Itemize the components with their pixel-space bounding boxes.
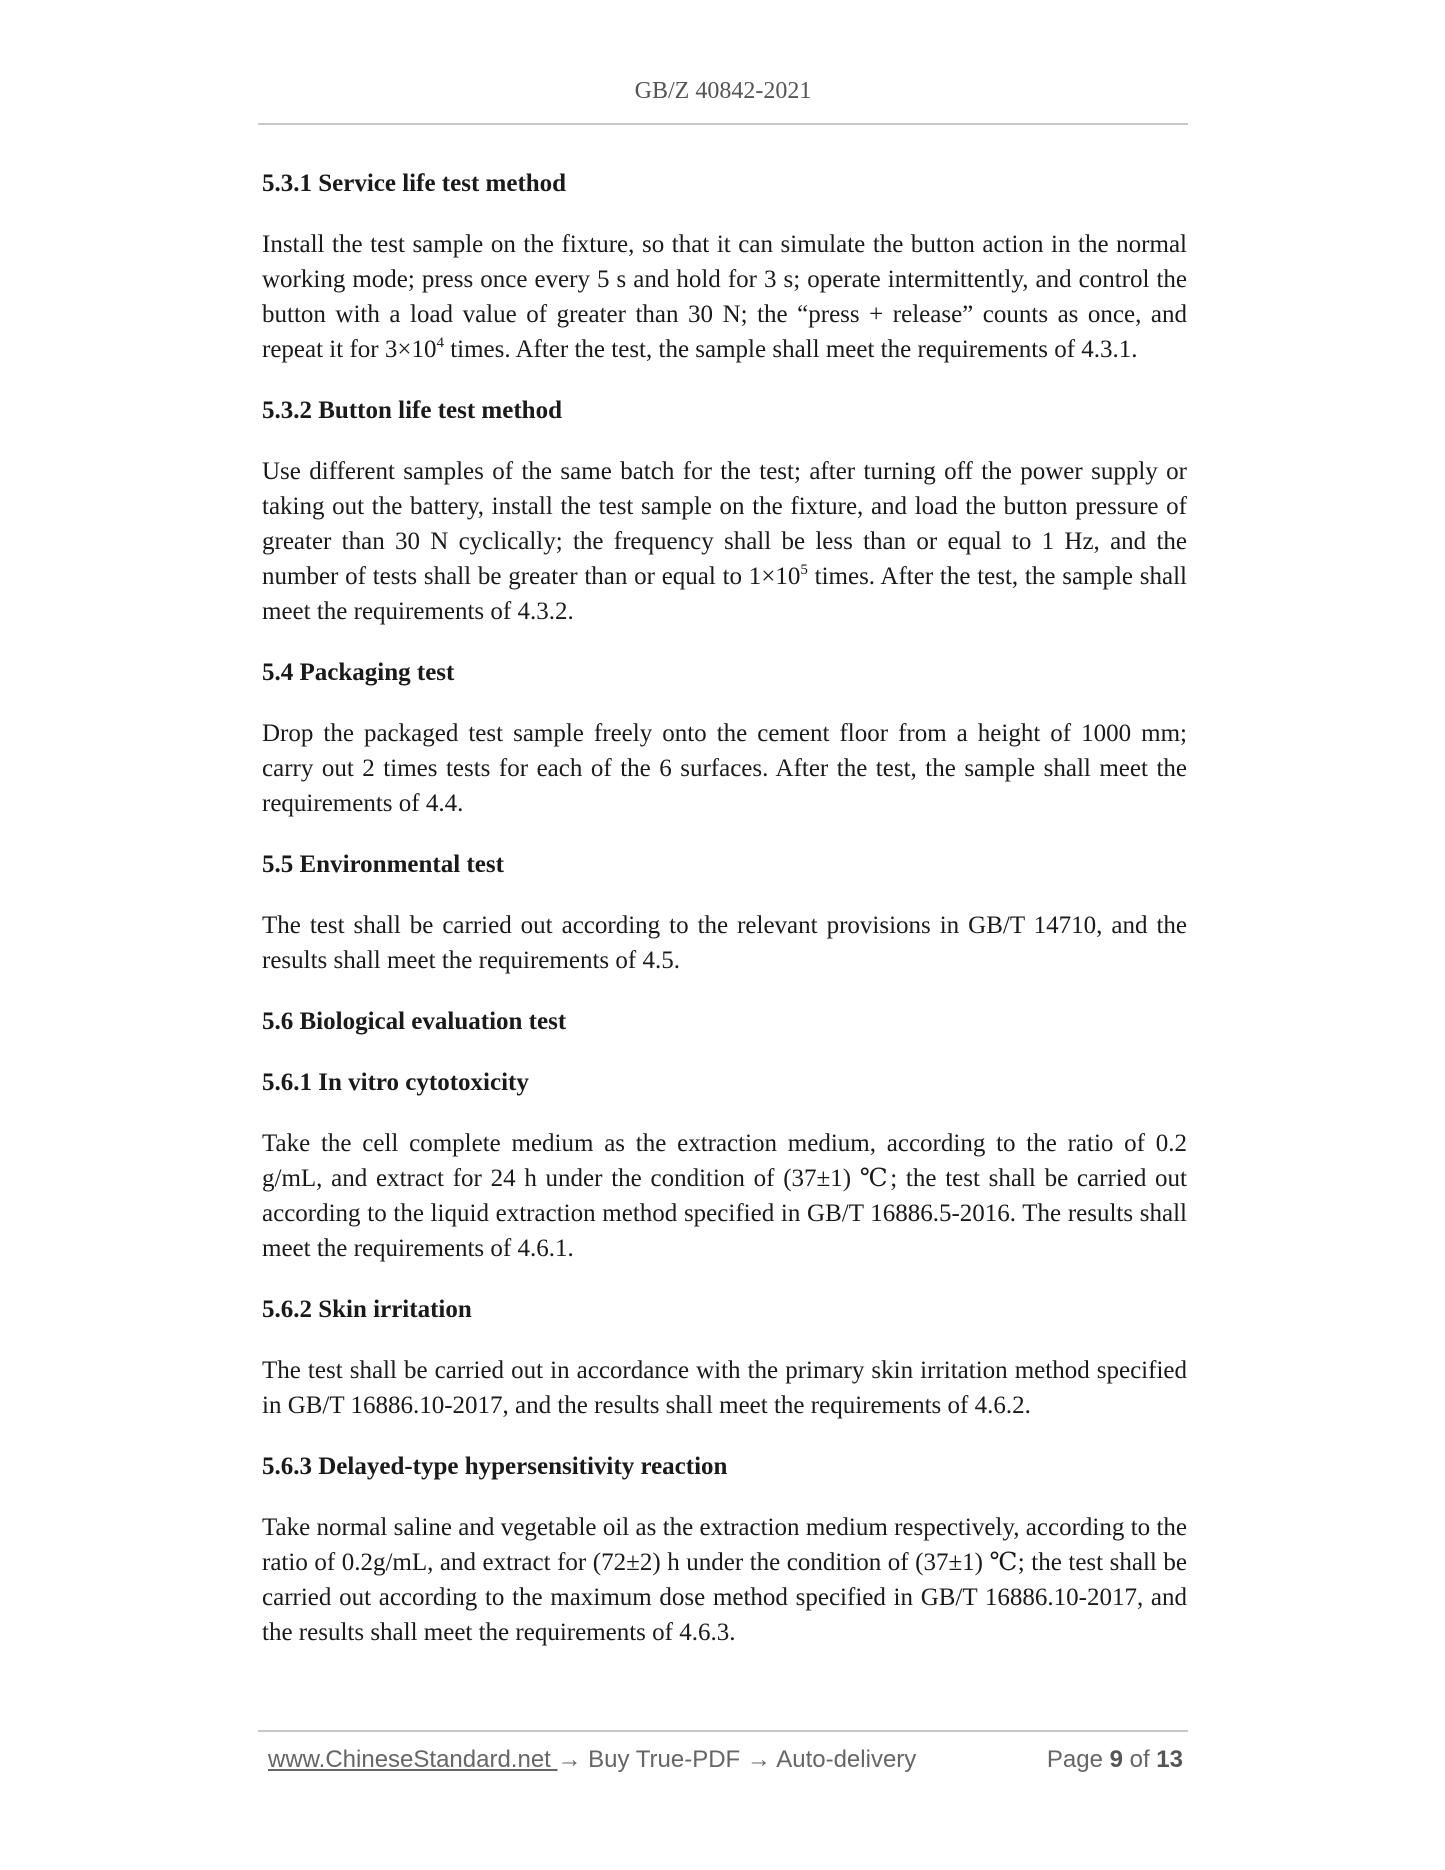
page-current: 9 [1109,1746,1123,1773]
heading-5-6-2: 5.6.2 Skin irritation [262,1296,472,1323]
heading-5-3-2: 5.3.2 Button life test method [262,397,562,424]
footer-tagline: → Buy True-PDF → Auto-delivery [557,1746,917,1773]
heading-5-6-3: 5.6.3 Delayed-type hypersensitivity reaction [262,1453,728,1480]
paragraph-5-3-1 [262,227,1187,367]
paragraph-5-3-2 [262,454,1187,629]
page-footer [268,1746,1183,1774]
page-of-label: of [1122,1746,1157,1773]
footer-divider [258,1730,1188,1732]
header-divider [258,123,1188,125]
heading-5-6: 5.6 Biological evaluation test [262,1008,567,1035]
paragraph-5-3-2-text-a: Use different samples of the same batch for the test; after turning off the power supply or taking out the battery, install the test sample on the fixture, and load the button pressure of greater than 30 N cyclically; the frequency shall be less than or equal to 1 Hz, and the number of tests shall be greater than or equal to 1×10 [262,458,1187,590]
paragraph-5-3-2-text-b: times. After the test, the sample shall meet the requirements of 4.3.2. [262,563,1187,625]
superscript-exponent: 5 [800,562,808,578]
paragraph-5-6-3: Take normal saline and vegetable oil as the extraction medium respectively, according to the ratio of 0.2g/mL, and extract for (72±2) h under the condition of (37±1) ℃; the test shall be carried out according to the maximum dose method specified in GB/T 16886.10-2017, and the results shall meet the requirements of 4.6.3. [262,1514,1187,1646]
paragraph-5-4: Drop the packaged test sample freely onto the cement floor from a height of 1000 mm; carry out 2 times tests for each of the 6 surfaces. After the test, the sample shall meet the requirements of 4.4. [262,720,1187,817]
page-label: Page [1046,1746,1110,1773]
heading-5-4: 5.4 Packaging test [262,659,455,686]
paragraph-5-6-1: Take the cell complete medium as the extraction medium, according to the ratio of 0.2 g/mL, and extract for 24 h under the condition of (37±1) ℃; the test shall be carried out according to the liquid extraction method specified in GB/T 16886.5-2016. The results shall meet the requirements of 4.6.1. [262,1130,1187,1262]
heading-5-6-1: 5.6.1 In vitro cytotoxicity [262,1069,529,1096]
page-total: 13 [1156,1746,1183,1773]
document-body [262,166,1187,1676]
heading-5-5: 5.5 Environmental test [262,851,504,878]
superscript-exponent: 4 [436,335,444,351]
paragraph-5-3-1-text-a: Install the test sample on the fixture, so that it can simulate the button action in the normal working mode; press once every 5 s and hold for 3 s; operate intermittently, and control the button with a load value of greater than 30 N; the “press + release” counts as once, and repeat it for 3×10 [262,231,1187,363]
heading-5-3-1: 5.3.1 Service life test method [262,170,567,197]
page-header: GB/Z 40842-2021 [634,78,812,104]
paragraph-5-3-1-text-b: times. After the test, the sample shall meet the requirements of 4.3.1. [443,336,1138,363]
paragraph-5-5: The test shall be carried out according to the relevant provisions in GB/T 14710, and the results shall meet the requirements of 4.5. [262,912,1187,974]
paragraph-5-6-2: The test shall be carried out in accordance with the primary skin irritation method specified in GB/T 16886.10-2017, and the results shall meet the requirements of 4.6.2. [262,1357,1187,1419]
website-link[interactable]: www.ChineseStandard.net [268,1746,558,1773]
page-indicator [1047,1746,1183,1774]
